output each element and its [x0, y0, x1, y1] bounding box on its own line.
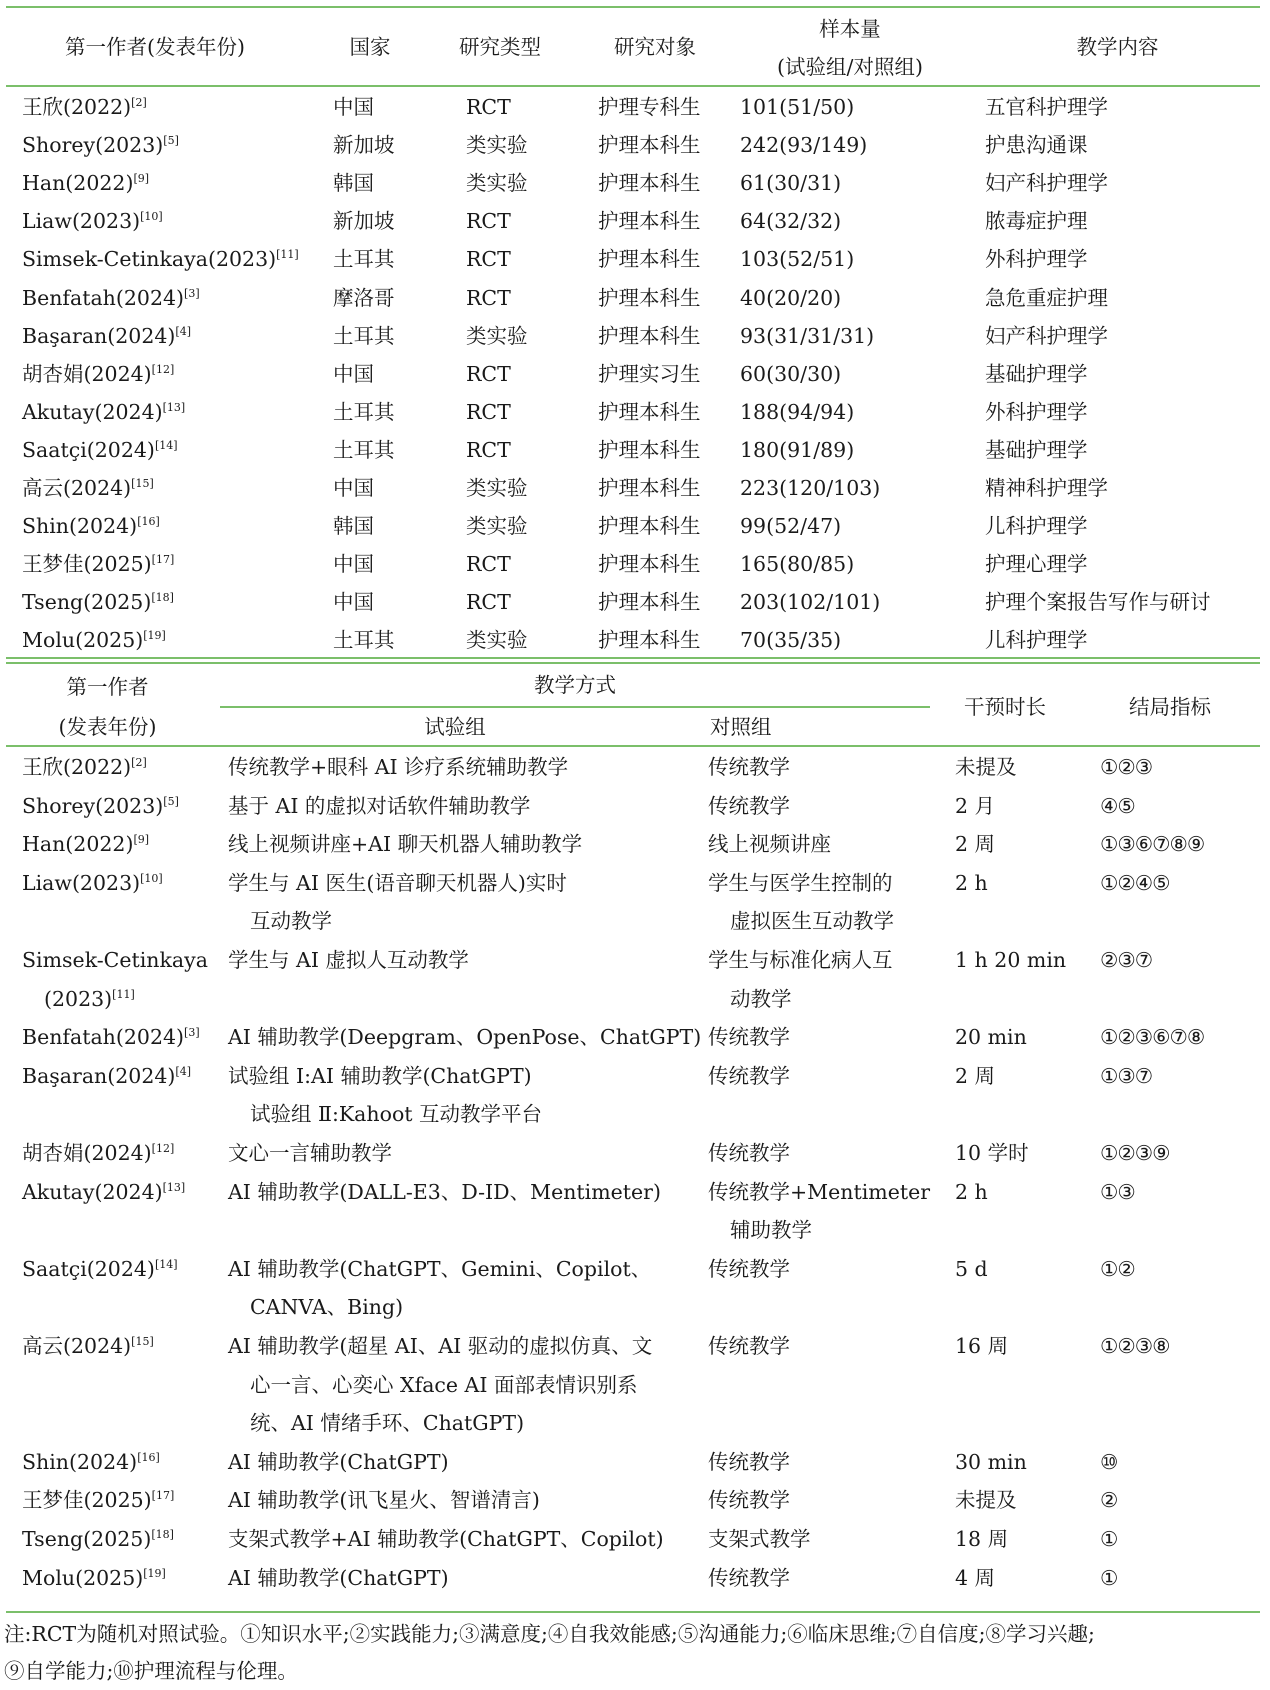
table1-row [0, 202, 1270, 240]
t2-cell-author [22, 1018, 200, 1057]
t1-author-ref: [2] [131, 96, 147, 109]
t2-cell-duration: 2 月 [955, 793, 996, 818]
t1-cell-type: RCT [466, 437, 511, 462]
t1-cell-type: 类实验 [466, 171, 528, 196]
t2-author-text: Akutay(2024) [22, 1179, 163, 1204]
t2-cell-author [22, 941, 208, 980]
t2-author-text: Benfatah(2024) [22, 1025, 185, 1050]
t2-cell-author [22, 1250, 178, 1289]
t2-cell-exp: 传统教学+眼科 AI 诊疗系统辅助教学 [228, 755, 569, 779]
table1-bottom-rule-2 [6, 662, 1260, 664]
table1-header-rule [6, 85, 1260, 87]
t1-author-text: Benfatah(2024) [22, 285, 185, 310]
t2-cell-ctrl: 传统教学 [708, 1334, 790, 1358]
t1-cell-subject: 护理本科生 [598, 171, 701, 196]
t1-cell-subject: 护理本科生 [598, 590, 701, 615]
t2-author-ref: [19] [143, 1566, 166, 1580]
t1-author-text: Akutay(2024) [22, 399, 163, 424]
t2-author-ref: [12] [151, 1142, 175, 1155]
t1-cell-subject: 护理本科生 [598, 247, 701, 272]
t1-cell-content: 护理心理学 [985, 552, 1088, 577]
t2-cell-ctrl: 支架式教学 [708, 1527, 811, 1551]
t1-author-text: 王欣(2022) [22, 95, 132, 119]
t1-author-ref: [19] [143, 629, 166, 643]
t1-header-author: 第一作者(发表年份) [65, 35, 245, 59]
t1-author-text: Han(2022) [22, 171, 134, 196]
t1-cell-author [22, 545, 174, 583]
t2-author-text: Molu(2025) [22, 1565, 144, 1590]
t2-cell-exp: AI 辅助教学(ChatGPT) [228, 1565, 449, 1590]
t1-cell-sample: 188(94/94) [740, 399, 855, 424]
t2-cell-exp: AI 辅助教学(DALL-E3、D-ID、Mentimeter) [228, 1179, 661, 1204]
t2-author-text: Başaran(2024) [22, 1063, 176, 1088]
t2-cell-duration: 16 周 [955, 1334, 1009, 1358]
t2-cell-ctrl: 传统教学 [708, 1256, 790, 1281]
t1-cell-author [22, 240, 299, 278]
t1-cell-author [22, 317, 191, 355]
table1-top-rule [6, 6, 1260, 8]
table1-row [0, 583, 1270, 621]
t2-cell-author [22, 1443, 160, 1482]
t1-cell-subject: 护理本科生 [598, 628, 701, 653]
t1-cell-sample: 103(52/51) [740, 247, 855, 272]
t1-cell-sample: 242(93/149) [740, 133, 868, 158]
table2-row [0, 1057, 1270, 1134]
t2-cell-ctrl: 传统教学 [708, 1488, 790, 1513]
t1-header-content: 教学内容 [1076, 35, 1159, 59]
t1-author-ref: [16] [137, 515, 160, 529]
t1-cell-type: RCT [466, 399, 511, 424]
t1-cell-sample: 180(91/89) [740, 437, 855, 462]
t2-author-ref: [14] [154, 1257, 178, 1271]
t1-author-ref: [4] [175, 324, 192, 338]
t1-cell-sample: 101(51/50) [740, 95, 855, 119]
table2-row [0, 1173, 1270, 1250]
t2-cell-ctrl: 传统教学 [708, 1565, 790, 1590]
table2-row [0, 864, 1270, 941]
t2-cell-duration: 10 学时 [955, 1141, 1029, 1165]
t2-author-text: Han(2022) [22, 832, 134, 857]
t1-cell-country: 中国 [333, 476, 374, 500]
table2-row [0, 1443, 1270, 1482]
t2-cell-author [22, 787, 179, 826]
t1-cell-country: 中国 [333, 95, 374, 119]
table1-row [0, 621, 1270, 659]
t2-cell-outcome: ①③⑦ [1100, 1063, 1153, 1088]
t1-author-ref: [11] [276, 248, 299, 262]
t2-cell-ctrl: 传统教学 [708, 1025, 790, 1050]
t1-author-text: 高云(2024) [22, 476, 132, 500]
t2-cell-duration: 2 h [955, 870, 988, 895]
t2-header-exp: 试验组 [424, 715, 486, 739]
t1-cell-content: 妇产科护理学 [985, 323, 1108, 348]
t2-author-ref: [11] [112, 987, 135, 1001]
t1-cell-content: 基础护理学 [985, 361, 1088, 386]
t2-cell-exp: 统、AI 情绪手环、ChatGPT) [250, 1411, 525, 1436]
t1-cell-content: 儿科护理学 [985, 514, 1088, 539]
t1-cell-content: 护理个案报告写作与研讨 [985, 590, 1211, 615]
t2-cell-duration: 30 min [955, 1449, 1027, 1474]
t1-cell-subject: 护理本科生 [598, 209, 701, 234]
t2-cell-ctrl: 传统教学 [708, 793, 790, 818]
t1-cell-country: 土耳其 [333, 399, 395, 424]
t1-cell-type: RCT [466, 285, 511, 310]
t2-cell-ctrl: 传统教学 [708, 1141, 790, 1165]
t1-cell-type: 类实验 [466, 476, 528, 500]
t1-author-text: Shin(2024) [22, 514, 138, 539]
table1-row [0, 507, 1270, 545]
t1-cell-type: RCT [466, 95, 511, 119]
t2-author-text: (2023) [44, 986, 113, 1011]
t2-author-text: Shorey(2023) [22, 793, 164, 818]
t1-cell-sample: 64(32/32) [740, 209, 842, 234]
t1-author-ref: [3] [184, 286, 200, 300]
t2-cell-duration: 18 周 [955, 1527, 1009, 1551]
t2-author-ref: [5] [163, 794, 179, 808]
t2-cell-duration: 1 h 20 min [955, 948, 1067, 972]
t2-author-text: 高云(2024) [22, 1334, 132, 1358]
t2-cell-ctrl: 学生与医学生控制的 [708, 870, 893, 895]
t1-author-text: Saatçi(2024) [22, 437, 155, 462]
t2-cell-duration: 20 min [955, 1025, 1027, 1050]
t2-header-author-line2: (发表年份) [58, 715, 157, 739]
t1-author-ref: [12] [151, 362, 175, 376]
t1-cell-type: 类实验 [466, 628, 528, 653]
t2-header-duration: 干预时长 [964, 695, 1046, 719]
t2-cell-author [22, 1173, 185, 1212]
t2-author-ref: [16] [137, 1450, 160, 1464]
t2-cell-exp: 支架式教学+AI 辅助教学(ChatGPT、Copilot) [228, 1527, 664, 1551]
t1-cell-author [22, 583, 174, 621]
t1-cell-country: 中国 [333, 552, 374, 577]
t1-author-text: Molu(2025) [22, 628, 144, 653]
t2-cell-author [22, 748, 147, 787]
t1-author-text: 胡杏娟(2024) [22, 361, 152, 386]
t2-cell-author [44, 980, 135, 1019]
t1-cell-author [22, 469, 154, 507]
t2-author-text: 胡杏娟(2024) [22, 1141, 152, 1165]
t1-cell-type: 类实验 [466, 514, 528, 539]
t2-cell-author [22, 1057, 191, 1096]
t1-cell-sample: 223(120/103) [740, 476, 881, 500]
t2-cell-author [22, 1327, 154, 1366]
table1-row [0, 393, 1270, 431]
t1-cell-subject: 护理专科生 [598, 95, 701, 119]
t2-author-ref: [3] [184, 1026, 200, 1040]
table1-row [0, 469, 1270, 507]
t1-author-text: Shorey(2023) [22, 133, 164, 158]
t2-cell-exp: CANVA、Bing) [250, 1295, 404, 1320]
t2-cell-ctrl: 辅助教学 [730, 1218, 812, 1243]
t2-author-text: 王梦佳(2025) [22, 1488, 152, 1513]
t1-cell-author [22, 279, 200, 317]
table2-row [0, 1250, 1270, 1327]
t1-cell-type: RCT [466, 590, 511, 615]
t2-cell-exp: 文心一言辅助教学 [228, 1141, 392, 1165]
table2-row [0, 748, 1270, 787]
t1-cell-content: 儿科护理学 [985, 628, 1088, 653]
t1-cell-author [22, 164, 149, 202]
t1-header-subject: 研究对象 [614, 35, 696, 59]
t1-header-sample-line1: 样本量 [819, 17, 881, 41]
t2-cell-outcome: ①②③⑨ [1100, 1141, 1170, 1165]
t1-author-text: Başaran(2024) [22, 323, 176, 348]
t2-cell-ctrl: 虚拟医生互动教学 [730, 909, 894, 934]
t2-cell-duration: 2 周 [955, 1063, 996, 1088]
t2-cell-outcome: ⑩ [1100, 1449, 1118, 1474]
t2-author-ref: [17] [151, 1489, 175, 1503]
t2-cell-duration: 未提及 [955, 755, 1017, 779]
table2-row [0, 825, 1270, 864]
table1-bottom-rule-1 [6, 657, 1260, 659]
t1-cell-content: 护患沟通课 [985, 133, 1088, 158]
t1-cell-type: RCT [466, 361, 511, 386]
t1-author-text: 王梦佳(2025) [22, 552, 152, 577]
t2-cell-outcome: ①②③ [1100, 755, 1153, 779]
t1-cell-content: 脓毒症护理 [985, 209, 1088, 234]
t2-cell-exp: AI 辅助教学(Deepgram、OpenPose、ChatGPT) [228, 1025, 702, 1050]
t2-cell-exp: AI 辅助教学(讯飞星火、智谱清言) [228, 1488, 540, 1513]
t2-cell-ctrl: 学生与标准化病人互 [708, 948, 893, 972]
t2-cell-exp: 试验组 Ⅱ:Kahoot 互动教学平台 [250, 1102, 543, 1127]
table2-row [0, 1018, 1270, 1057]
t2-cell-ctrl: 动教学 [730, 986, 792, 1011]
t2-header-method: 教学方式 [534, 673, 616, 697]
t1-header-country: 国家 [349, 35, 391, 59]
t2-author-text: Shin(2024) [22, 1449, 138, 1474]
t1-cell-country: 土耳其 [333, 437, 395, 462]
t1-header-sample-line2: (试验组/对照组) [777, 55, 923, 79]
t2-author-ref: [13] [162, 1180, 186, 1194]
table2-row [0, 787, 1270, 826]
t1-cell-content: 五官科护理学 [985, 95, 1108, 119]
table1-row [0, 355, 1270, 393]
t1-cell-country: 中国 [333, 361, 374, 386]
t1-cell-subject: 护理本科生 [598, 285, 701, 310]
t2-cell-outcome: ①②③⑥⑦⑧ [1100, 1025, 1205, 1050]
t2-author-ref: [2] [131, 756, 147, 769]
t2-author-ref: [9] [133, 833, 150, 847]
t2-cell-outcome: ①②③⑧ [1100, 1334, 1170, 1358]
t2-author-text: Simsek-Cetinkaya [22, 948, 208, 972]
t2-cell-author [22, 1559, 166, 1598]
t1-cell-type: 类实验 [466, 323, 528, 348]
t1-cell-subject: 护理本科生 [598, 476, 701, 500]
t2-author-ref: [4] [175, 1064, 192, 1078]
t2-cell-duration: 5 d [955, 1256, 988, 1281]
t1-cell-subject: 护理本科生 [598, 133, 701, 158]
t1-cell-type: RCT [466, 209, 511, 234]
t2-author-ref: [10] [140, 871, 163, 885]
t1-cell-country: 新加坡 [333, 209, 395, 234]
t2-cell-exp: 学生与 AI 虚拟人互动教学 [228, 948, 469, 972]
table1-row [0, 240, 1270, 278]
t1-cell-content: 妇产科护理学 [985, 171, 1108, 196]
t1-cell-country: 土耳其 [333, 323, 395, 348]
t2-header-outcome: 结局指标 [1129, 695, 1211, 719]
table2-row [0, 1559, 1270, 1598]
t2-author-text: Saatçi(2024) [22, 1256, 155, 1281]
t2-cell-outcome: ①③⑥⑦⑧⑨ [1100, 832, 1205, 857]
t2-cell-outcome: ① [1100, 1565, 1118, 1590]
t1-cell-subject: 护理本科生 [598, 399, 701, 424]
table1-row [0, 317, 1270, 355]
t2-cell-ctrl: 传统教学 [708, 1449, 790, 1474]
table1-row [0, 279, 1270, 317]
t1-cell-sample: 93(31/31/31) [740, 323, 875, 348]
table2-bottom-rule [6, 1611, 1260, 1613]
t1-cell-sample: 60(30/30) [740, 361, 842, 386]
t2-cell-exp: AI 辅助教学(超星 AI、AI 驱动的虚拟仿真、文 [228, 1334, 653, 1358]
t1-cell-country: 中国 [333, 590, 374, 615]
t1-cell-content: 基础护理学 [985, 437, 1088, 462]
t1-cell-content: 外科护理学 [985, 399, 1088, 424]
table-note-line1: 注:RCT为随机对照试验。①知识水平;②实践能力;③满意度;④自我效能感;⑤沟通能力;⑥临床思维;⑦自信度;⑧学习兴趣; [4, 1622, 1095, 1646]
t2-author-text: Liaw(2023) [22, 870, 141, 895]
t2-cell-outcome: ②③⑦ [1100, 948, 1153, 972]
t1-cell-author [22, 621, 166, 659]
t1-header-type: 研究类型 [459, 35, 541, 59]
t1-cell-author [22, 507, 160, 545]
t2-cell-duration: 4 周 [955, 1565, 996, 1590]
t1-author-ref: [13] [162, 400, 186, 414]
t2-cell-outcome: ② [1100, 1488, 1118, 1513]
t1-cell-country: 韩国 [333, 171, 374, 196]
table-note-line2: ⑨自学能力;⑩护理流程与伦理。 [4, 1659, 298, 1683]
t1-author-ref: [9] [133, 172, 150, 186]
t2-cell-outcome: ①② [1100, 1256, 1135, 1281]
t1-cell-subject: 护理本科生 [598, 323, 701, 348]
t2-cell-exp: AI 辅助教学(ChatGPT) [228, 1449, 449, 1474]
t1-author-text: Simsek-Cetinkaya(2023) [22, 247, 277, 272]
t2-header-ctrl: 对照组 [710, 715, 772, 739]
table2-row [0, 1481, 1270, 1520]
t2-cell-outcome: ①②④⑤ [1100, 870, 1170, 895]
t1-cell-type: RCT [466, 552, 511, 577]
t1-cell-sample: 61(30/31) [740, 171, 842, 196]
t2-cell-exp: 心一言、心奕心 Xface AI 面部表情识别系 [250, 1372, 638, 1397]
t1-cell-subject: 护理本科生 [598, 552, 701, 577]
t2-cell-author [22, 825, 149, 864]
t2-cell-exp: 线上视频讲座+AI 聊天机器人辅助教学 [228, 832, 583, 857]
t1-cell-author [22, 431, 178, 469]
t1-cell-content: 外科护理学 [985, 247, 1088, 272]
t1-cell-content: 急危重症护理 [985, 285, 1108, 310]
table2-row [0, 1327, 1270, 1443]
t1-cell-author [22, 88, 147, 126]
t1-author-ref: [10] [140, 210, 163, 224]
t2-cell-exp: 互动教学 [250, 909, 332, 934]
t2-cell-ctrl: 传统教学+Mentimeter [708, 1179, 931, 1204]
table2-row [0, 941, 1270, 1018]
t1-cell-country: 摩洛哥 [333, 285, 395, 310]
t1-author-ref: [17] [151, 553, 175, 567]
t2-cell-ctrl: 线上视频讲座 [708, 832, 831, 857]
t1-cell-sample: 70(35/35) [740, 628, 842, 653]
t2-cell-exp: 学生与 AI 医生(语音聊天机器人)实时 [228, 870, 567, 895]
t1-cell-type: 类实验 [466, 133, 528, 158]
t2-cell-outcome: ①③ [1100, 1179, 1135, 1204]
t1-author-text: Liaw(2023) [22, 209, 141, 234]
t2-cell-author [22, 1481, 174, 1520]
t2-cell-outcome: ④⑤ [1100, 793, 1135, 818]
t1-cell-type: RCT [466, 247, 511, 272]
t1-cell-country: 韩国 [333, 514, 374, 539]
table2-header-rule [6, 745, 1260, 747]
table1-row [0, 164, 1270, 202]
t2-author-text: Tseng(2025) [22, 1527, 152, 1551]
t1-cell-country: 新加坡 [333, 133, 395, 158]
t2-cell-author [22, 1134, 174, 1173]
t1-author-ref: [5] [163, 134, 179, 148]
t2-cell-author [22, 1520, 174, 1559]
t1-cell-subject: 护理本科生 [598, 514, 701, 539]
t1-cell-sample: 165(80/85) [740, 552, 855, 577]
t1-author-ref: [14] [154, 438, 178, 452]
t1-cell-author [22, 355, 174, 393]
t2-cell-exp: 基于 AI 的虚拟对话软件辅助教学 [228, 793, 531, 818]
t1-cell-country: 土耳其 [333, 628, 395, 653]
t2-cell-ctrl: 传统教学 [708, 1063, 790, 1088]
t1-author-ref: [15] [131, 477, 154, 490]
t2-cell-author [22, 864, 163, 903]
t1-cell-author [22, 393, 185, 431]
table1-row [0, 126, 1270, 164]
t2-author-ref: [15] [131, 1335, 154, 1348]
t1-cell-subject: 护理本科生 [598, 437, 701, 462]
t2-cell-duration: 2 周 [955, 832, 996, 857]
table2-row [0, 1134, 1270, 1173]
t1-cell-country: 土耳其 [333, 247, 395, 272]
t1-author-ref: [18] [151, 591, 174, 605]
t1-cell-sample: 40(20/20) [740, 285, 842, 310]
t1-cell-sample: 99(52/47) [740, 514, 842, 539]
t2-author-ref: [18] [151, 1528, 174, 1541]
t2-cell-duration: 未提及 [955, 1488, 1017, 1513]
table1-row [0, 431, 1270, 469]
table1-row [0, 545, 1270, 583]
table2-row [0, 1520, 1270, 1559]
t1-cell-author [22, 126, 179, 164]
t2-author-text: 王欣(2022) [22, 755, 132, 779]
table1-row [0, 88, 1270, 126]
t2-cell-exp: 试验组 Ⅰ:AI 辅助教学(ChatGPT) [228, 1063, 532, 1088]
t2-cell-exp: AI 辅助教学(ChatGPT、Gemini、Copilot、 [228, 1256, 652, 1281]
t1-cell-author [22, 202, 163, 240]
t2-cell-outcome: ① [1100, 1527, 1118, 1551]
t2-cell-duration: 2 h [955, 1179, 988, 1204]
t1-cell-subject: 护理实习生 [598, 361, 701, 386]
t2-cell-ctrl: 传统教学 [708, 755, 790, 779]
t1-cell-sample: 203(102/101) [740, 590, 881, 615]
t1-cell-content: 精神科护理学 [985, 476, 1108, 500]
t2-header-author-line1: 第一作者 [66, 675, 149, 699]
t1-author-text: Tseng(2025) [22, 590, 152, 615]
